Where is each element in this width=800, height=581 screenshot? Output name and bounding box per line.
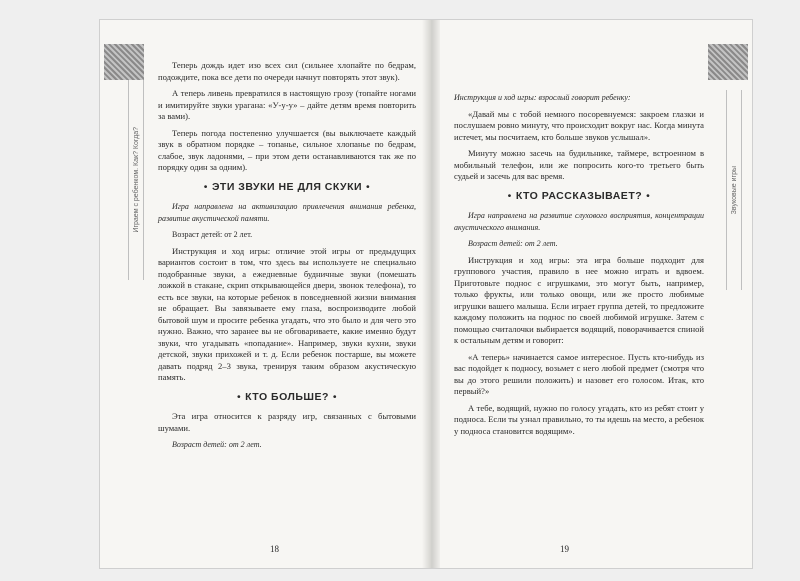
- section-instruction: Инструкция и ход игры: отличие этой игры от предыдущих вариантов состоит в том, что здесь вы используете не специально подобранные звуки, а ежедневные будничные звуки (помешать ложкой в стакане, скрип открывающейся двери, звонок телефона), то есть все звуки, на которые ребенок в повседневной жизни внимания не обращает. Вы завязываете ему глаза, воспроизводите любой бытовой шум и просите ребенка угадать, что это было и для чего это нужно. Важно, что заранее вы не обговариваете, какие именно будут звуки, что угадывать «попадание». Например, звуки кухни, звуки детской, звуки прихожей и т. д. Если ребенок постарше, вы можете давать подряд 2–3 звука, тренируя таким образом акустическую память.: [158, 245, 416, 382]
- section-purpose: Игра направлена на развитие слухового восприятия, концентрации акустического внимания.: [454, 211, 704, 232]
- page-number-left: 18: [270, 544, 279, 554]
- running-header-left-text: Играем с ребенком. Как? Когда?: [132, 127, 140, 233]
- corner-ornament-right: [708, 44, 748, 80]
- section-age: Возраст детей: от 2 лет.: [468, 239, 558, 248]
- section-instruction: Инструкция и ход игры: эта игра больше подходит для группового участия, правило в нее можно играть и вдвоем. Приготовьте поднос с игрушками, это могут быть, например, только фрукты, или только овощи, или же просто любимые игрушки вашего малыша. Если играет группа детей, то предложите каждому положить на поднос по своей любимой игрушке. Затем с помощью считалочки выбирается водящий, поворачивается спиной к остальным детям и говорит:: [454, 254, 704, 345]
- corner-ornament-left: [104, 44, 144, 80]
- right-page-text: [454, 92, 704, 442]
- section-heading: • КТО РАССКАЗЫВАЕТ? •: [507, 189, 651, 202]
- paragraph: Теперь погода постепенно улучшается (вы выключаете каждый звук в обратном порядке – топанье, сильное хлопанье по бедрам, слабое, звук ладонями, – при этом дети останавливаются так же по порядку один за одним).: [158, 127, 416, 172]
- section-heading: • КТО БОЛЬШЕ? •: [236, 390, 338, 403]
- paragraph: Минуту можно засечь на будильнике, таймере, встроенном в мобильный телефон, или же попросить кого-то третьего быть судьей и засечь для вас время.: [454, 148, 704, 181]
- page-number-right: 19: [560, 544, 569, 554]
- quote: «Давай мы с тобой немного посоревнуемся: закроем глазки и послушаем ровно минуту, что происходит вокруг нас. Когда минута истечет, мы посчитаем, кто больше звуков услышал».: [454, 108, 704, 142]
- paragraph: А теперь ливень превратился в настоящую грозу (топайте ногами и имитируйте звуки урагана: «У-у-у» – дайте детям время повторить за вами).: [158, 88, 416, 121]
- section-age: Возраст детей: от 2 лет.: [172, 440, 262, 449]
- left-page-text: [158, 60, 416, 456]
- section-intro: Эта игра относится к разряду игр, связанных с бытовыми шумами.: [158, 411, 416, 433]
- running-header-left: [128, 80, 144, 280]
- book-spread: [100, 20, 752, 568]
- paragraph: Теперь дождь идет изо всех сил (сильнее хлопайте по бедрам, подождите, пока все дети по очереди начнут повторять этот звук).: [158, 60, 416, 82]
- instruction-intro: Инструкция и ход игры: взрослый говорит ребенку:: [454, 93, 631, 102]
- right-page: [430, 20, 752, 568]
- section-purpose: Игра направлена на активизацию привлечения внимания ребенка, развитие акустической памяти.: [158, 202, 416, 223]
- running-header-right: [726, 90, 742, 290]
- quote: «А теперь» начинается самое интересное. Пусть кто-нибудь из вас подойдет к подносу, возьмет с него любой предмет (смотря что вы до этого решили положить) и назовет его голосом. Итак, кто первый?»: [454, 351, 704, 396]
- running-header-right-text: Звуковые игры: [730, 165, 738, 215]
- section-heading: • ЭТИ ЗВУКИ НЕ ДЛЯ СКУКИ •: [203, 180, 371, 193]
- section-age: Возраст детей: от 2 лет.: [172, 230, 253, 239]
- paragraph: А тебе, водящий, нужно по голосу угадать, кто из ребят стоит у подноса. Если ты узнал правильно, то ты идешь на место, а ребенок у подноса становится водящим».: [454, 402, 704, 436]
- left-page: [100, 20, 430, 568]
